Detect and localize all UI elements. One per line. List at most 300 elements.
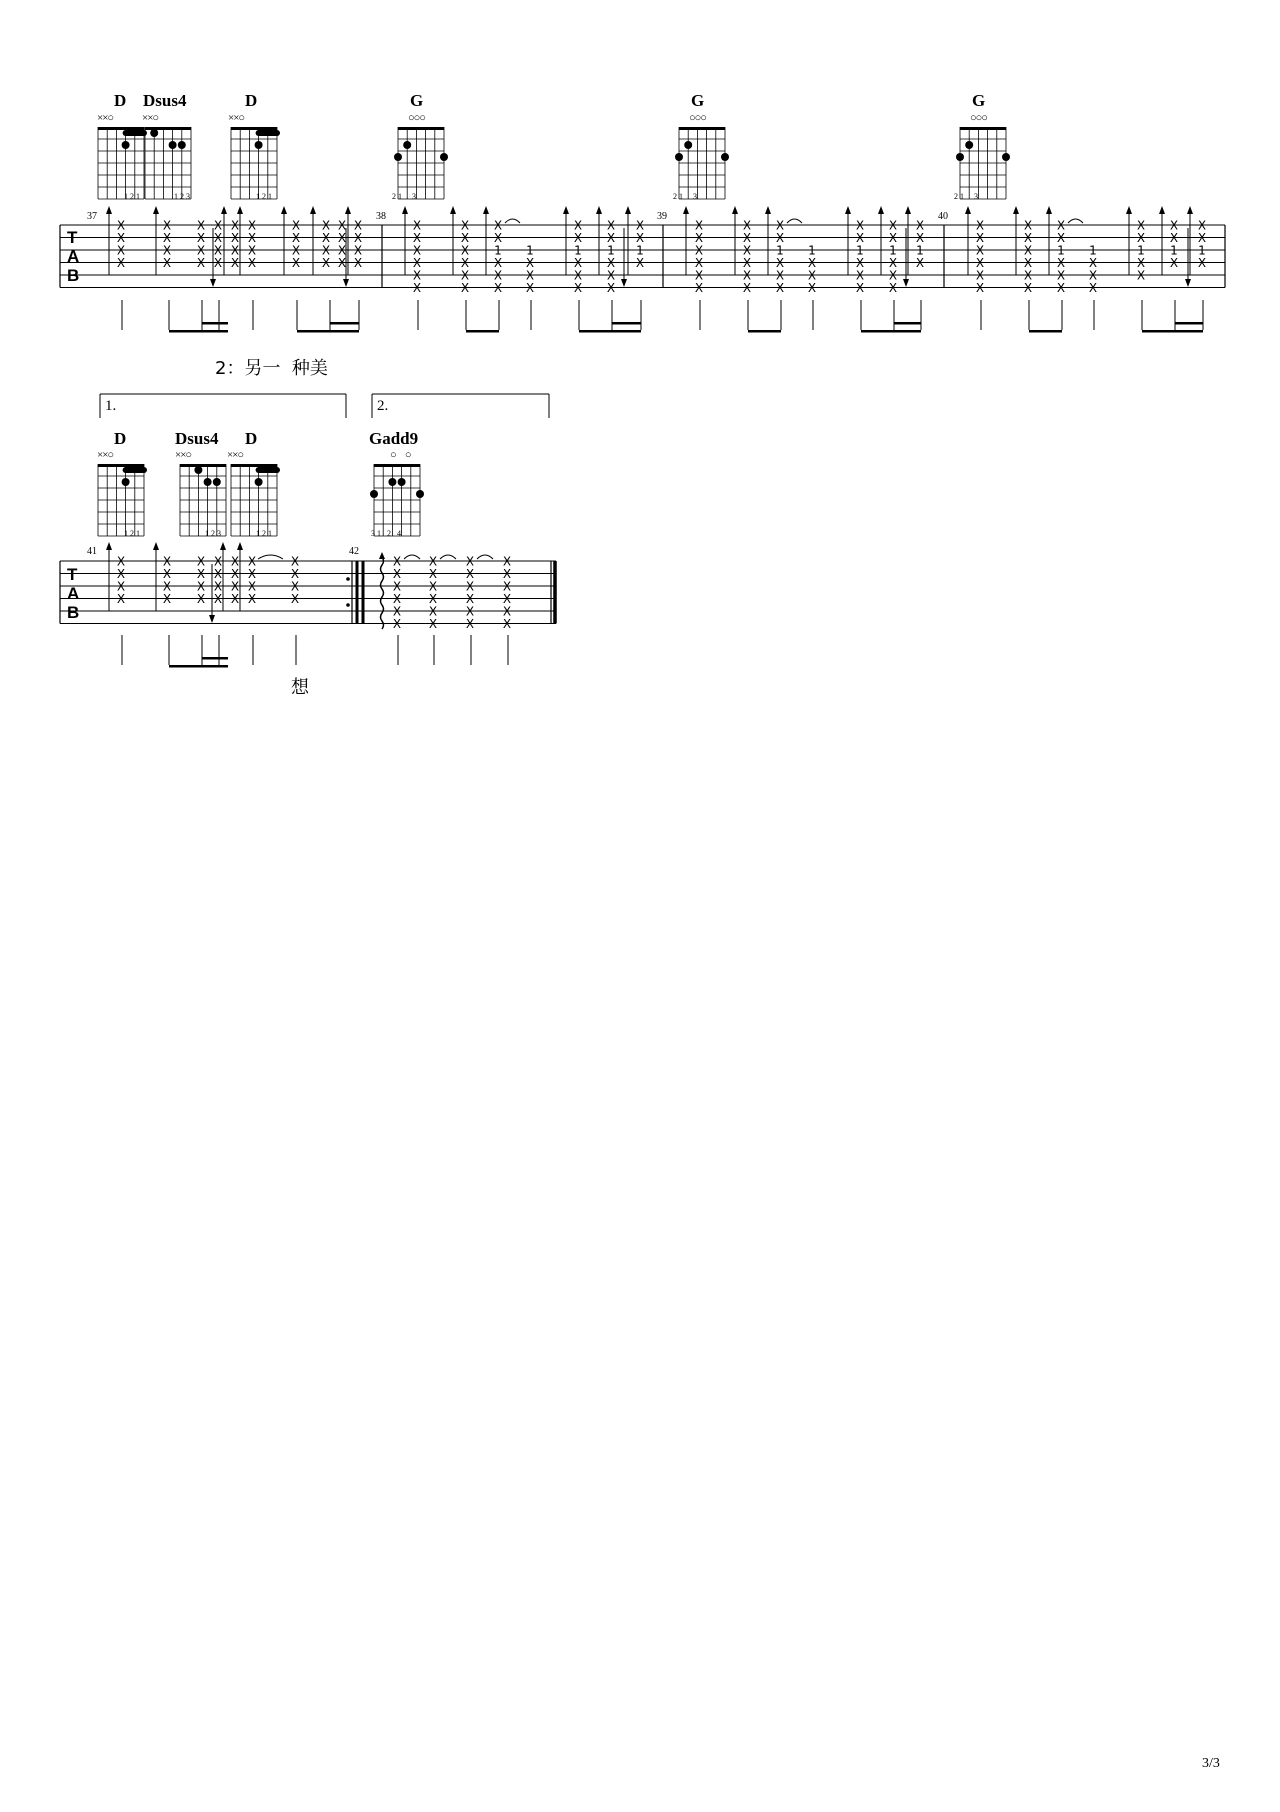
string-markers: ××○ (228, 112, 245, 124)
tab-mute-x: X (291, 231, 301, 245)
strum-up-arrow (732, 206, 738, 214)
tab-mute-x: X (116, 218, 126, 233)
tab-mute-x: X (1197, 218, 1207, 233)
chord-nut (398, 127, 444, 130)
tab-mute-x: X (337, 256, 347, 270)
strum-up-arrow (905, 206, 911, 214)
tab-mute-x: X (116, 567, 126, 581)
tab-mute-x: X (290, 579, 300, 594)
strum-up-arrow (153, 206, 159, 214)
chord-dot (675, 153, 683, 161)
tab-mute-x: X (1023, 243, 1033, 258)
finger-numbers: 1 2 3 (174, 192, 190, 201)
chord-nut (180, 464, 226, 467)
tab-mute-x: X (1169, 231, 1179, 245)
tab-mute-x: X (975, 218, 985, 233)
chord-name-d: D (114, 429, 127, 448)
chord-dot (370, 490, 378, 498)
tab-mute-x: X (975, 281, 985, 295)
chord-dot (255, 141, 263, 149)
tab-mute-x: X (855, 218, 865, 233)
tab-mute-x: X (1197, 231, 1207, 245)
tab-mute-x: X (230, 567, 240, 581)
tab-mute-x: X (196, 231, 206, 245)
strum-up-arrow (683, 206, 689, 214)
tab-mute-x: X (1169, 218, 1179, 233)
tie (440, 555, 456, 559)
chord-dot (416, 490, 424, 498)
strum-up-arrow (345, 206, 351, 214)
measure-number: 41 (87, 546, 97, 557)
strum-down-arrow (209, 615, 215, 623)
strum-down-arrow (210, 279, 216, 287)
measure-number: 39 (657, 211, 667, 222)
chord-dot (213, 478, 221, 486)
tab-mute-x: X (694, 231, 704, 245)
tab-mute-x: X (888, 218, 898, 233)
tab-mute-x: X (116, 579, 126, 594)
tab-mute-x: X (321, 231, 331, 245)
tab-fret-number: 1 (856, 243, 864, 258)
chord-nut (145, 127, 191, 130)
tab-mute-x: X (230, 218, 240, 233)
tab-mute-x: X (196, 579, 206, 594)
tab-mute-x: X (694, 218, 704, 233)
note-beam (1029, 330, 1062, 333)
tab-mute-x: X (247, 243, 257, 258)
tab-mute-x: X (525, 281, 535, 295)
tab-mute-x: X (337, 218, 347, 233)
finger-numbers: 1 2 1 (256, 529, 272, 538)
tab-mute-x: X (412, 281, 422, 295)
tab-mute-x: X (353, 243, 363, 258)
string-markers: ××○ (142, 112, 159, 124)
tab-mute-x: X (807, 256, 817, 270)
tab-mute-x: X (855, 281, 865, 295)
tab-mute-x: X (855, 231, 865, 245)
tab-mute-x: X (460, 281, 470, 295)
tab-mute-x: X (196, 554, 206, 569)
tab-mute-x: X (606, 256, 616, 270)
tab-mute-x: X (230, 231, 240, 245)
tab-mute-x: X (606, 281, 616, 295)
tab-mute-x: X (247, 256, 257, 270)
tab-mute-x: X (606, 231, 616, 245)
tab-mute-x: X (196, 592, 206, 606)
strum-up-arrow (483, 206, 489, 214)
strum-up-arrow (1159, 206, 1165, 214)
chord-name-d: D (245, 429, 258, 448)
tab-mute-x: X (502, 567, 512, 581)
volta-2: 2. (377, 398, 389, 414)
tab-clef-b: B (67, 603, 80, 622)
tab-mute-x: X (290, 567, 300, 581)
strum-up-arrow (1187, 206, 1193, 214)
tab-mute-x: X (915, 218, 925, 233)
chord-dot (169, 141, 177, 149)
note-beam (894, 322, 921, 325)
tab-mute-x: X (412, 231, 422, 245)
tab-mute-x: X (1056, 281, 1066, 295)
tab-mute-x: X (460, 231, 470, 245)
note-beam (1142, 330, 1203, 333)
tab-mute-x: X (1197, 256, 1207, 270)
tab-mute-x: X (742, 243, 752, 258)
note-beam (202, 322, 228, 325)
tab-mute-x: X (353, 218, 363, 233)
tab-mute-x: X (1136, 218, 1146, 233)
arpeggio-wavy (381, 557, 384, 629)
strum-up-arrow (450, 206, 456, 214)
tab-mute-x: X (230, 243, 240, 258)
tab-mute-x: X (247, 231, 257, 245)
strum-up-arrow (153, 542, 159, 550)
chord-dot (440, 153, 448, 161)
tab-mute-x: X (742, 218, 752, 233)
finger-numbers: 3 1 2 4 (371, 529, 401, 538)
tab-mute-x: X (807, 281, 817, 295)
note-beam (330, 322, 359, 325)
string-markers: ××○ (97, 112, 114, 124)
tab-mute-x: X (353, 231, 363, 245)
chord-nut (98, 464, 144, 467)
tab-mute-x: X (162, 218, 172, 233)
tab-mute-x: X (775, 218, 785, 233)
tab-mute-x: X (975, 243, 985, 258)
string-markers: ○○○ (970, 112, 987, 124)
tab-mute-x: X (116, 243, 126, 258)
finger-numbers: 2 1 3 (673, 192, 697, 201)
tab-clef-a: A (67, 247, 80, 266)
tab-mute-x: X (116, 231, 126, 245)
tab-mute-x: X (213, 231, 223, 245)
tab-mute-x: X (291, 243, 301, 258)
tab-mute-x: X (573, 268, 583, 283)
strum-up-arrow (221, 206, 227, 214)
note-beam (748, 330, 781, 333)
tab-mute-x: X (213, 554, 223, 569)
tab-mute-x: X (502, 579, 512, 594)
tie (787, 219, 802, 223)
tab-mute-x: X (321, 243, 331, 258)
tab-mute-x: X (775, 281, 785, 295)
tab-mute-x: X (162, 592, 172, 606)
string-markers: ××○ (227, 449, 244, 461)
tab-mute-x: X (460, 243, 470, 258)
chord-nut (679, 127, 725, 130)
tab-mute-x: X (493, 231, 503, 245)
tab-mute-x: X (635, 218, 645, 233)
chord-nut (960, 127, 1006, 130)
tab-mute-x: X (392, 579, 402, 594)
tab-mute-x: X (1169, 256, 1179, 270)
tab-mute-x: X (888, 281, 898, 295)
tab-mute-x: X (213, 243, 223, 258)
tab-mute-x: X (1136, 256, 1146, 270)
tab-fret-number: 1 (494, 243, 502, 258)
chord-name-g: G (691, 91, 705, 110)
chord-name-g: G (972, 91, 986, 110)
strum-up-arrow (281, 206, 287, 214)
tab-mute-x: X (1023, 256, 1033, 270)
strum-down-arrow (343, 279, 349, 287)
chord-dot (122, 478, 130, 486)
tab-mute-x: X (775, 231, 785, 245)
tab-mute-x: X (116, 554, 126, 569)
finger-numbers: 2 1 3 (392, 192, 416, 201)
finger-numbers: 1 2 1 (124, 529, 140, 538)
strum-up-arrow (625, 206, 631, 214)
tab-mute-x: X (1088, 281, 1098, 295)
strum-up-arrow (563, 206, 569, 214)
tab-mute-x: X (493, 256, 503, 270)
tab-mute-x: X (1056, 256, 1066, 270)
tab-mute-x: X (213, 256, 223, 270)
tab-fret-number: 1 (1198, 243, 1206, 258)
tab-mute-x: X (116, 592, 126, 606)
string-markers: ○○○ (408, 112, 425, 124)
tab-mute-x: X (337, 231, 347, 245)
volta-1: 1. (105, 398, 117, 414)
tab-mute-x: X (1136, 268, 1146, 283)
tab-mute-x: X (502, 554, 512, 569)
tab-mute-x: X (428, 567, 438, 581)
tab-mute-x: X (573, 281, 583, 295)
tab-mute-x: X (807, 268, 817, 283)
tab-fret-number: 1 (1089, 243, 1097, 258)
tab-mute-x: X (196, 243, 206, 258)
tie (505, 219, 520, 223)
tab-mute-x: X (247, 554, 257, 569)
strum-down-arrow (1185, 279, 1191, 287)
tab-mute-x: X (465, 604, 475, 619)
tab-mute-x: X (162, 243, 172, 258)
strum-up-arrow (1126, 206, 1132, 214)
tab-mute-x: X (635, 231, 645, 245)
repeat-dot (346, 577, 350, 581)
tab-mute-x: X (116, 256, 126, 270)
tie (258, 555, 283, 559)
chord-nut (231, 464, 277, 467)
chord-barre (123, 467, 147, 473)
tab-mute-x: X (915, 256, 925, 270)
tab-mute-x: X (291, 218, 301, 233)
strum-up-arrow (106, 206, 112, 214)
strum-up-arrow (878, 206, 884, 214)
tab-mute-x: X (290, 554, 300, 569)
chord-nut (231, 127, 277, 130)
tab-mute-x: X (460, 268, 470, 283)
chord-nut (98, 127, 144, 130)
tab-mute-x: X (742, 281, 752, 295)
tab-mute-x: X (230, 579, 240, 594)
tab-clef-t: T (67, 565, 78, 584)
tab-mute-x: X (635, 256, 645, 270)
finger-numbers: 1 2 1 (124, 192, 140, 201)
tab-mute-x: X (247, 579, 257, 594)
finger-numbers: 1 2 3 (205, 529, 221, 538)
strum-up-arrow (402, 206, 408, 214)
note-beam (861, 330, 921, 333)
tab-mute-x: X (694, 256, 704, 270)
tab-mute-x: X (428, 604, 438, 619)
tab-mute-x: X (1023, 268, 1033, 283)
tab-mute-x: X (525, 256, 535, 270)
chord-name-dsus4: Dsus4 (143, 91, 187, 110)
chord-dot (204, 478, 212, 486)
strum-down-arrow (903, 279, 909, 287)
chord-dot (403, 141, 411, 149)
tab-mute-x: X (502, 617, 512, 631)
tab-mute-x: X (213, 567, 223, 581)
tab-mute-x: X (291, 256, 301, 270)
tab-mute-x: X (742, 256, 752, 270)
tab-mute-x: X (975, 268, 985, 283)
tab-mute-x: X (230, 554, 240, 569)
chord-name-d: D (245, 91, 258, 110)
tab-mute-x: X (321, 218, 331, 233)
tab-mute-x: X (888, 231, 898, 245)
tab-mute-x: X (392, 554, 402, 569)
chord-dot (684, 141, 692, 149)
chord-name-d: D (114, 91, 127, 110)
tab-mute-x: X (247, 218, 257, 233)
tab-clef-b: B (67, 266, 80, 285)
chord-dot (150, 129, 158, 137)
tab-mute-x: X (162, 256, 172, 270)
measure-number: 37 (87, 211, 97, 222)
tab-mute-x: X (247, 567, 257, 581)
strum-up-arrow (1046, 206, 1052, 214)
chord-nut (374, 464, 420, 467)
tab-mute-x: X (493, 281, 503, 295)
note-beam (297, 330, 359, 333)
chord-dot (194, 466, 202, 474)
tab-mute-x: X (1023, 218, 1033, 233)
tab-mute-x: X (337, 243, 347, 258)
string-markers: ○ ○ (390, 449, 412, 461)
measure-number: 42 (349, 546, 359, 557)
tab-mute-x: X (465, 554, 475, 569)
note-beam (169, 665, 228, 668)
tab-mute-x: X (493, 268, 503, 283)
tab-mute-x: X (606, 268, 616, 283)
chord-name-gadd9: Gadd9 (369, 429, 419, 448)
tab-mute-x: X (196, 218, 206, 233)
tab-mute-x: X (1023, 281, 1033, 295)
tab-mute-x: X (465, 617, 475, 631)
chord-dot (388, 478, 396, 486)
tab-mute-x: X (975, 256, 985, 270)
tab-mute-x: X (162, 567, 172, 581)
chord-name-dsus4: Dsus4 (175, 429, 219, 448)
strum-up-arrow (237, 206, 243, 214)
tab-clef-a: A (67, 584, 80, 603)
tab-mute-x: X (573, 256, 583, 270)
tab-mute-x: X (502, 592, 512, 606)
string-markers: ○○○ (689, 112, 706, 124)
tab-mute-x: X (460, 256, 470, 270)
tab-mute-x: X (915, 231, 925, 245)
tab-mute-x: X (573, 231, 583, 245)
strum-up-arrow (1013, 206, 1019, 214)
finger-numbers: 2 1 3 (954, 192, 978, 201)
strum-up-arrow (845, 206, 851, 214)
tab-mute-x: X (888, 268, 898, 283)
tab-mute-x: X (392, 567, 402, 581)
chord-dot (394, 153, 402, 161)
tab-clef-t: T (67, 228, 78, 247)
tab-mute-x: X (392, 604, 402, 619)
tab-mute-x: X (465, 579, 475, 594)
tab-mute-x: X (162, 231, 172, 245)
tab-mute-x: X (775, 268, 785, 283)
tab-mute-x: X (606, 218, 616, 233)
chord-dot (178, 141, 186, 149)
tab-mute-x: X (428, 554, 438, 569)
page-number: 3/3 (1202, 1756, 1220, 1771)
tab-mute-x: X (742, 231, 752, 245)
tab-mute-x: X (213, 592, 223, 606)
tab-fret-number: 1 (808, 243, 816, 258)
tab-mute-x: X (465, 592, 475, 606)
tab-mute-x: X (1023, 231, 1033, 245)
tab-mute-x: X (196, 256, 206, 270)
tab-mute-x: X (573, 218, 583, 233)
note-beam (466, 330, 499, 333)
tab-mute-x: X (493, 218, 503, 233)
chord-dot (1002, 153, 1010, 161)
tab-fret-number: 1 (1137, 243, 1145, 258)
tab-mute-x: X (321, 256, 331, 270)
chord-dot (122, 141, 130, 149)
tab-mute-x: X (392, 592, 402, 606)
tab-mute-x: X (412, 256, 422, 270)
strum-down-arrow (621, 279, 627, 287)
tab-mute-x: X (213, 579, 223, 594)
tab-fret-number: 1 (1170, 243, 1178, 258)
tab-fret-number: 1 (607, 243, 615, 258)
tab-mute-x: X (975, 231, 985, 245)
strum-up-arrow (765, 206, 771, 214)
chord-dot (255, 478, 263, 486)
tab-mute-x: X (525, 268, 535, 283)
chord-dot (398, 478, 406, 486)
tab-mute-x: X (465, 567, 475, 581)
chord-barre (256, 130, 280, 136)
tab-mute-x: X (247, 592, 257, 606)
strum-up-arrow (965, 206, 971, 214)
chord-dot (956, 153, 964, 161)
tab-fret-number: 1 (574, 243, 582, 258)
tab-fret-number: 1 (526, 243, 534, 258)
note-beam (169, 330, 228, 333)
tab-mute-x: X (742, 268, 752, 283)
tab-mute-x: X (460, 218, 470, 233)
tab-mute-x: X (196, 567, 206, 581)
chord-name-g: G (410, 91, 424, 110)
lyric-line: 2：另一 种美 (215, 358, 328, 379)
note-beam (202, 657, 228, 660)
tab-mute-x: X (694, 281, 704, 295)
tab-mute-x: X (694, 243, 704, 258)
string-markers: ××○ (97, 449, 114, 461)
chord-dot (965, 141, 973, 149)
tab-mute-x: X (1088, 256, 1098, 270)
tab-mute-x: X (1056, 218, 1066, 233)
tab-fret-number: 1 (889, 243, 897, 258)
tab-mute-x: X (353, 256, 363, 270)
